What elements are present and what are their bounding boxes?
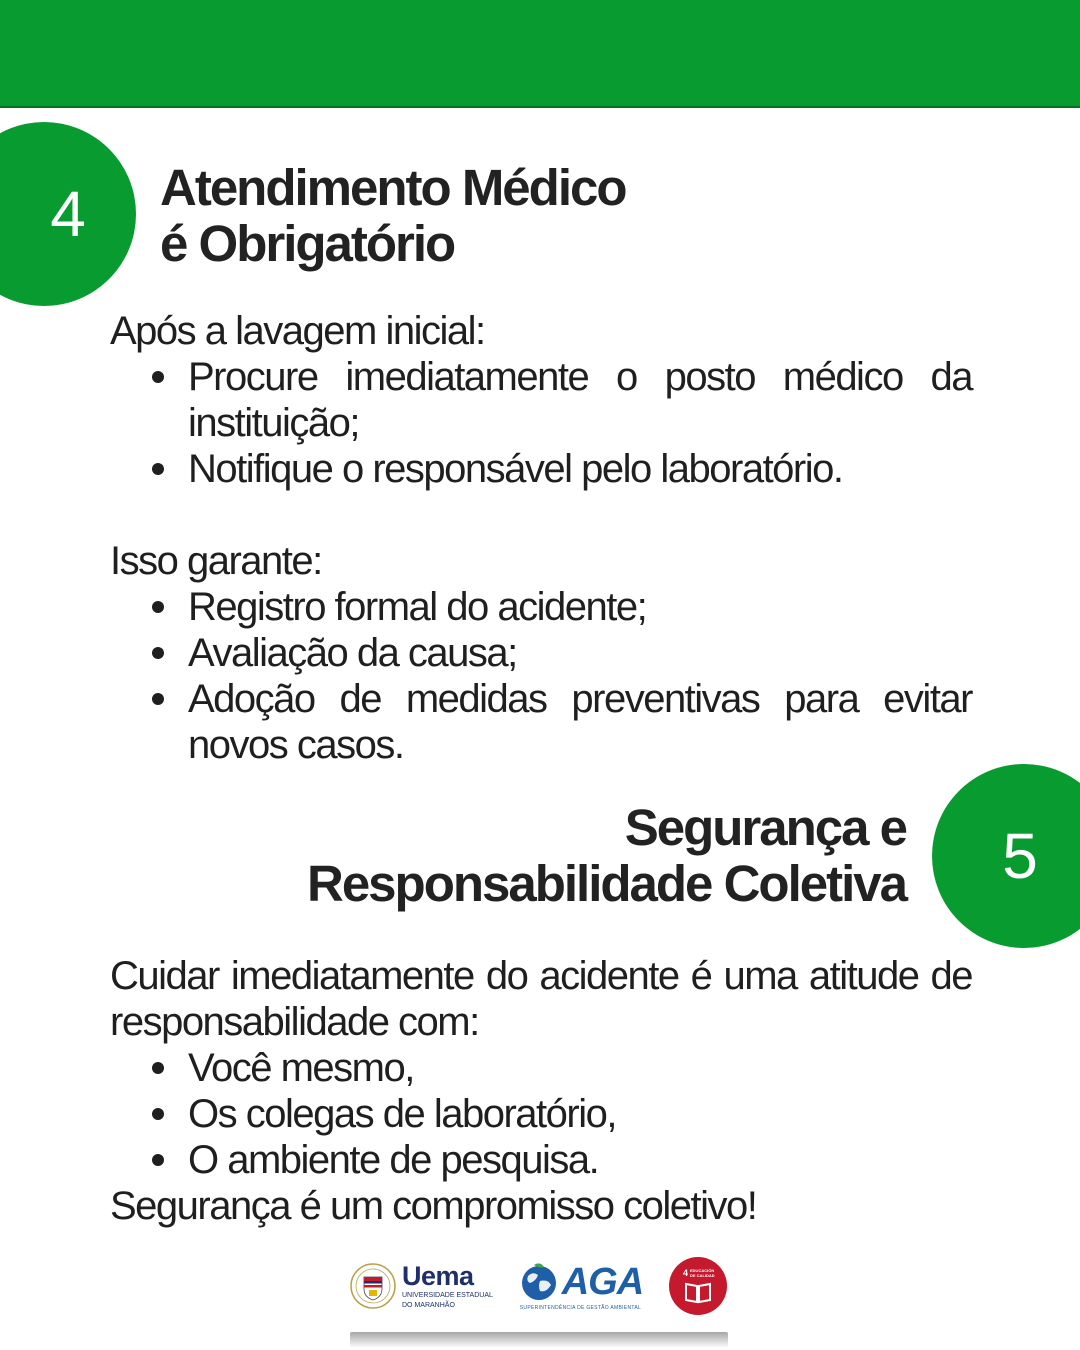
section-5-closing: Segurança é um compromisso coletivo! [110, 1184, 757, 1228]
bullet-icon [152, 647, 164, 659]
bullet-icon [152, 601, 164, 613]
bullet-icon [152, 371, 164, 383]
bullet-icon [152, 693, 164, 705]
uema-seal-icon [350, 1263, 396, 1309]
footer-shadow [350, 1332, 728, 1348]
list-item [110, 446, 972, 492]
list-item [110, 584, 972, 630]
list-item-text: Procure imediatamente o posto médico da instituição; [188, 355, 972, 445]
uema-subtitle-line-2: DO MARANHÃO [402, 1301, 455, 1309]
uema-wordmark [402, 1260, 493, 1310]
actions-list [110, 354, 972, 492]
list-item [110, 1045, 972, 1091]
section-title-4-line-1: Atendimento Médico [160, 159, 626, 216]
list-item-text: Avaliação da causa; [188, 631, 517, 675]
sdg-label-line-2: DE CALIDAD [690, 1273, 715, 1278]
list-item-text: Você mesmo, [188, 1046, 414, 1090]
bullet-icon [152, 1108, 164, 1120]
list-item [110, 1091, 972, 1137]
list-item [110, 354, 972, 446]
bullet-icon [152, 1154, 164, 1166]
section-4-intro: Após a lavagem inicial: [110, 309, 485, 353]
uema-logo [350, 1260, 493, 1310]
list-item [110, 630, 972, 676]
sdg-4-badge [668, 1256, 728, 1316]
section-number-4: 4 [50, 178, 86, 250]
top-banner [0, 0, 1080, 108]
responsibility-list [110, 1045, 972, 1183]
list-item [110, 1137, 972, 1183]
section-number-badge-5 [932, 764, 1080, 948]
aga-logo [518, 1261, 643, 1311]
list-item-text: Os colegas de laboratório, [188, 1092, 616, 1136]
list-item-text: Adoção de medidas preventivas para evitar novos casos. [188, 677, 972, 767]
footer-logos [350, 1250, 728, 1322]
sdg-number: 4 [683, 1268, 689, 1278]
aga-name: AGA [561, 1261, 644, 1303]
uema-name: Uema [402, 1260, 474, 1291]
section-5-intro: Cuidar imediatamente do acidente é uma atitude de responsabilidade com: [110, 954, 972, 1044]
section-number-badge-4 [0, 122, 136, 306]
globe-icon [518, 1261, 560, 1303]
section-title-5 [200, 800, 906, 912]
bullet-icon [152, 1062, 164, 1074]
bullet-icon [152, 463, 164, 475]
section-title-5-line-1: Segurança e [624, 799, 906, 856]
section-number-5: 5 [1002, 820, 1038, 892]
spacer [110, 492, 972, 538]
section-4-guarantee-intro: Isso garante: [110, 539, 322, 583]
list-item [110, 676, 972, 768]
list-item-text: Registro formal do acidente; [188, 585, 647, 629]
section-body-5 [110, 953, 972, 1229]
aga-subtitle: SUPERINTENDÊNCIA DE GESTÃO AMBIENTAL [519, 1305, 642, 1311]
sdg-label-line-1: EDUCACIÓN [690, 1268, 715, 1273]
section-body-4 [110, 308, 972, 768]
guarantees-list [110, 584, 972, 768]
uema-subtitle-line-1: UNIVERSIDADE ESTADUAL [402, 1291, 493, 1299]
section-title-4 [160, 160, 626, 272]
list-item-text: O ambiente de pesquisa. [188, 1138, 599, 1182]
section-title-5-line-2: Responsabilidade Coletiva [306, 855, 906, 912]
list-item-text: Notifique o responsável pelo laboratório. [188, 447, 843, 491]
section-title-4-line-2: é Obrigatório [160, 215, 455, 272]
